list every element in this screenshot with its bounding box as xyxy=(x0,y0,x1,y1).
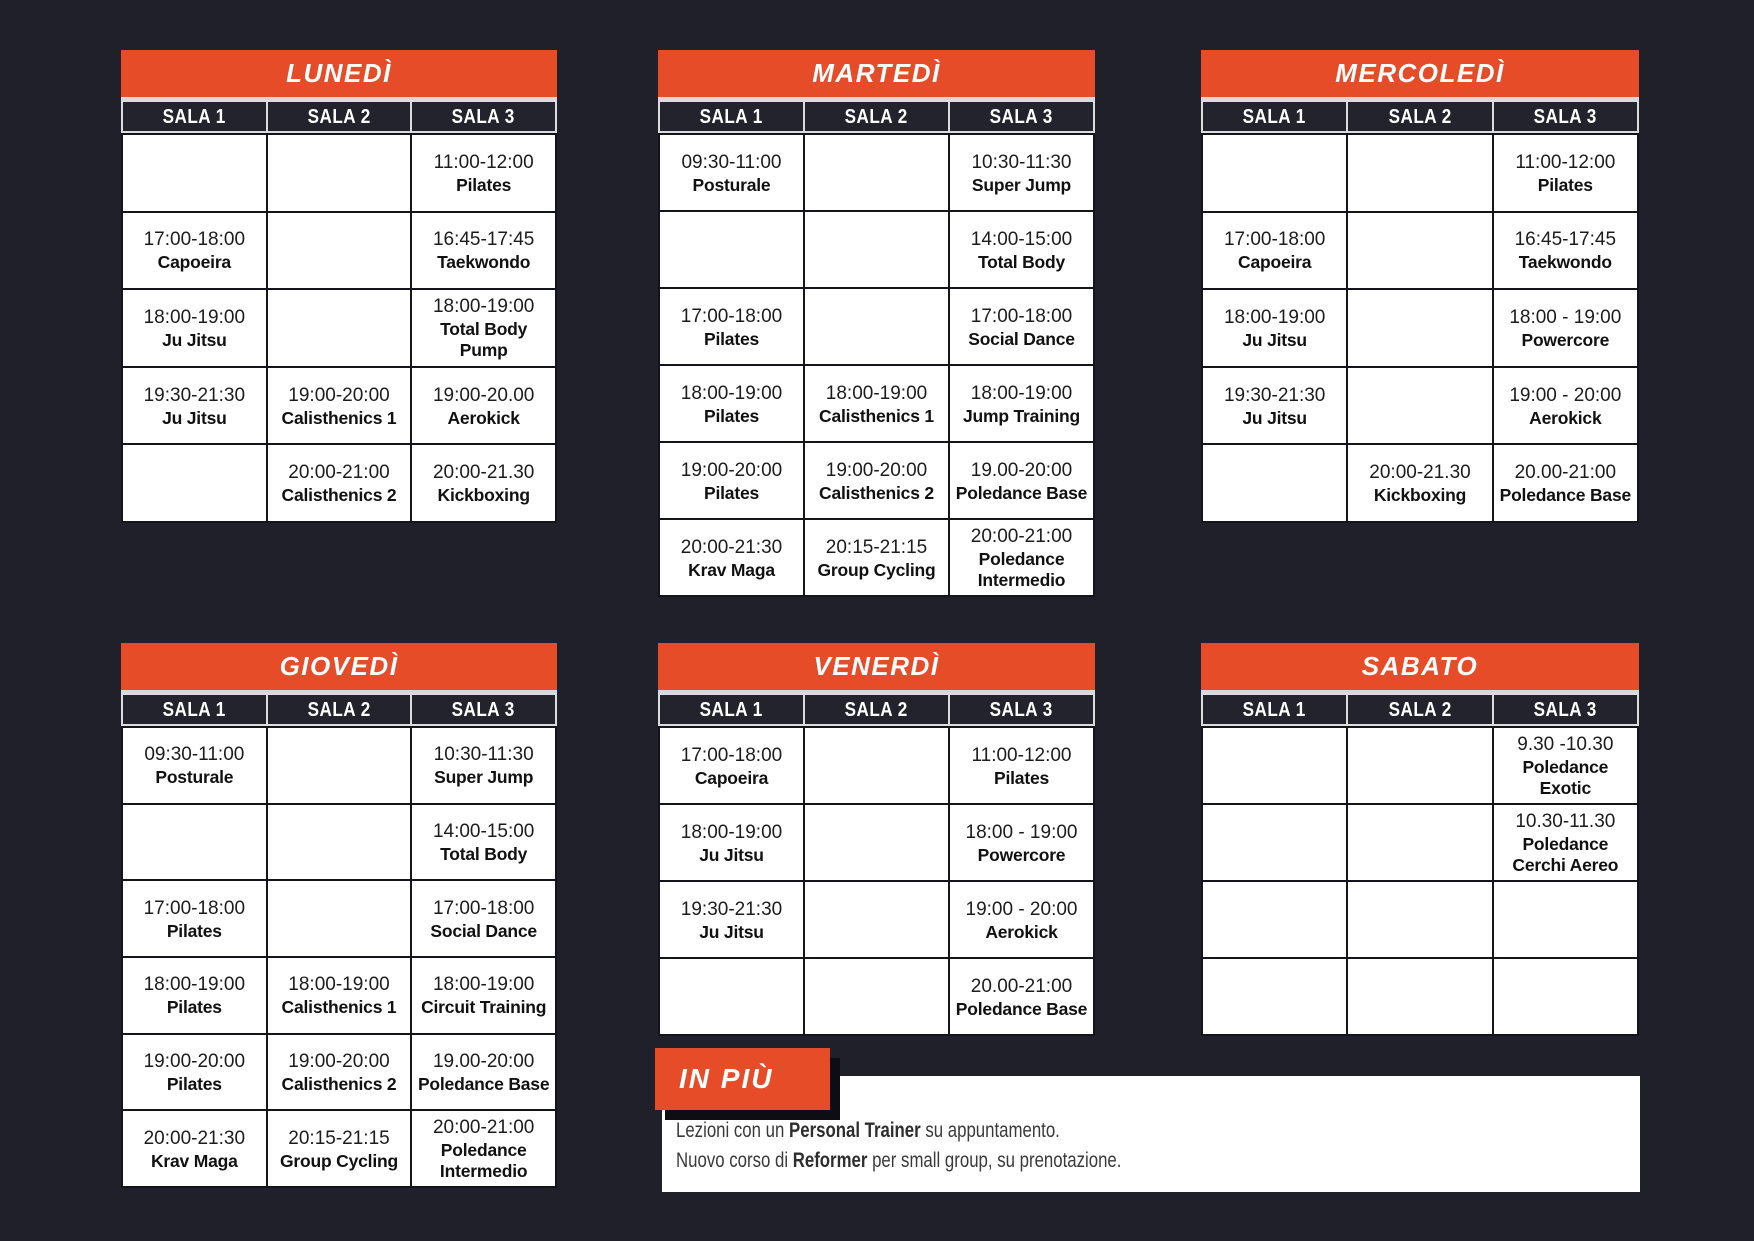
sala-header-row xyxy=(121,693,557,726)
schedule-cell-empty xyxy=(123,135,266,211)
schedule-cell-empty xyxy=(1203,728,1346,803)
class-time: 20.00-21:00 xyxy=(1514,462,1617,484)
schedule-table-martedi xyxy=(658,50,1095,597)
schedule-cell-empty xyxy=(1348,213,1491,289)
sala-header-row xyxy=(658,100,1095,133)
schedule-cell xyxy=(123,290,266,366)
sala-header: SALA 1 xyxy=(660,102,803,131)
class-time: 19:30-21:30 xyxy=(680,898,783,920)
day-title-sabato: SABATO xyxy=(1201,643,1639,693)
schedule-cell xyxy=(950,135,1093,210)
class-name: Poledance Cerchi Aereo xyxy=(1512,834,1619,875)
class-time: 18:00-19:00 xyxy=(432,296,535,318)
class-time: 9.30 -10.30 xyxy=(1517,734,1614,755)
schedule-cell xyxy=(660,443,803,518)
class-time: 17:00-18:00 xyxy=(680,744,783,766)
schedule-cell xyxy=(123,881,266,956)
schedule-cell xyxy=(268,958,411,1033)
class-name: Social Dance xyxy=(968,328,1075,349)
class-name: Ju Jitsu xyxy=(699,921,764,942)
class-name: Ju Jitsu xyxy=(162,329,227,350)
sala-header: SALA 2 xyxy=(805,695,948,724)
schedule-cell xyxy=(660,728,803,803)
schedule-cell xyxy=(660,289,803,364)
schedule-cell xyxy=(268,445,411,521)
schedule-cell xyxy=(412,135,555,211)
class-name: Super Jump xyxy=(434,767,534,788)
class-time: 10:30-11:30 xyxy=(433,744,534,766)
schedule-cell xyxy=(1494,805,1637,880)
class-time: 10:30-11:30 xyxy=(971,151,1072,173)
class-name: Aerokick xyxy=(447,407,520,428)
schedule-cell xyxy=(1203,368,1346,444)
schedule-cell xyxy=(412,881,555,956)
class-time: 19:00-20:00 xyxy=(288,1050,390,1072)
class-time: 18:00 - 19:00 xyxy=(1509,306,1622,328)
class-name: Calisthenics 1 xyxy=(819,405,934,426)
class-time: 17:00-18:00 xyxy=(680,305,783,327)
schedule-cell xyxy=(1494,213,1637,289)
schedule-cell xyxy=(412,1111,555,1186)
class-name: Total Body xyxy=(977,251,1066,272)
schedule-cell-empty xyxy=(268,290,411,366)
day-title-martedi: MARTEDÌ xyxy=(658,50,1095,100)
schedule-cell xyxy=(660,882,803,957)
class-name: Total Body xyxy=(440,843,528,864)
schedule-body xyxy=(658,133,1095,597)
schedule-cell xyxy=(412,290,555,366)
schedule-cell-empty xyxy=(1203,805,1346,880)
schedule-cell-empty xyxy=(1348,368,1491,444)
schedule-cell-empty xyxy=(1494,882,1637,957)
in-piu-banner xyxy=(655,1048,830,1110)
class-time: 09:30-11:00 xyxy=(144,744,245,766)
schedule-cell xyxy=(1494,135,1637,211)
class-name: Ju Jitsu xyxy=(1242,407,1307,428)
class-name: Pilates xyxy=(993,767,1050,788)
class-time: 17:00-18:00 xyxy=(143,897,246,919)
schedule-cell-empty xyxy=(1348,805,1491,880)
schedule-cell xyxy=(950,728,1093,803)
schedule-cell xyxy=(805,520,948,595)
schedule-cell xyxy=(412,445,555,521)
schedule-cell xyxy=(660,520,803,595)
class-name: Capoeira xyxy=(157,252,231,273)
class-time: 19:00 - 20:00 xyxy=(965,898,1078,920)
schedule-body xyxy=(658,726,1095,1036)
schedule-cell xyxy=(412,1035,555,1110)
class-time: 18:00-19:00 xyxy=(288,974,390,996)
schedule-cell-empty xyxy=(1348,959,1491,1034)
class-time: 18:00 - 19:00 xyxy=(965,821,1078,843)
sala-header: SALA 3 xyxy=(412,695,555,724)
schedule-cell xyxy=(123,728,266,803)
class-name: Pilates xyxy=(166,997,222,1018)
class-time: 18:00-19:00 xyxy=(970,382,1073,404)
class-name: Pilates xyxy=(1537,174,1593,195)
class-name: Ju Jitsu xyxy=(162,407,227,428)
schedule-cell-empty xyxy=(805,805,948,880)
class-name: Capoeira xyxy=(694,767,769,788)
class-name: Powercore xyxy=(977,844,1066,865)
schedule-table-venerdi xyxy=(658,643,1095,1036)
schedule-cell-empty xyxy=(268,135,411,211)
class-name: Pilates xyxy=(166,1073,222,1094)
class-name: Social Dance xyxy=(430,920,537,941)
class-time: 19.00-20:00 xyxy=(432,1050,535,1072)
day-title-giovedi: GIOVEDÌ xyxy=(121,643,557,693)
schedule-cell xyxy=(950,366,1093,441)
schedule-cell xyxy=(268,1035,411,1110)
sala-header: SALA 1 xyxy=(123,102,266,131)
sala-header-row xyxy=(121,100,557,133)
schedule-cell-empty xyxy=(1348,882,1491,957)
schedule-cell-empty xyxy=(805,882,948,957)
class-time: 20:00-21:00 xyxy=(432,1117,535,1139)
schedule-cell xyxy=(950,959,1093,1034)
class-time: 18:00-19:00 xyxy=(1223,306,1326,328)
schedule-cell xyxy=(950,212,1093,287)
schedule-cell xyxy=(1494,290,1637,366)
class-time: 18:00-19:00 xyxy=(432,974,535,996)
class-name: Krav Maga xyxy=(150,1150,238,1171)
schedule-cell xyxy=(805,443,948,518)
class-time: 20:00-21:30 xyxy=(143,1127,246,1149)
day-title-venerdi: VENERDÌ xyxy=(658,643,1095,693)
schedule-cell xyxy=(950,289,1093,364)
class-time: 16:45-17:45 xyxy=(1514,229,1617,251)
extra-info-line-1: Lezioni con un Personal Trainer su appuntamento. xyxy=(676,1119,1060,1142)
class-name: Kickboxing xyxy=(437,485,530,506)
class-time: 20:00-21:00 xyxy=(288,462,390,484)
class-name: Jump Training xyxy=(963,405,1080,426)
personal-trainer-highlight: Personal Trainer xyxy=(789,1119,921,1142)
sala-header-row xyxy=(658,693,1095,726)
sala-header: SALA 2 xyxy=(268,102,411,131)
schedule-cell xyxy=(805,366,948,441)
class-name: Capoeira xyxy=(1238,252,1312,273)
class-time: 19:30-21:30 xyxy=(1223,384,1326,406)
schedule-cell xyxy=(1203,213,1346,289)
class-time: 19:00-20.00 xyxy=(432,384,535,406)
class-time: 17:00-18:00 xyxy=(970,305,1073,327)
schedule-cell-empty xyxy=(805,959,948,1034)
schedule-cell xyxy=(1494,368,1637,444)
class-name: Posturale xyxy=(692,174,771,195)
class-time: 19:00-20:00 xyxy=(680,459,783,481)
class-name: Ju Jitsu xyxy=(699,844,764,865)
class-name: Calisthenics 1 xyxy=(281,407,397,428)
sala-header: SALA 2 xyxy=(268,695,411,724)
class-time: 19:00-20:00 xyxy=(825,459,928,481)
schedule-cell-empty xyxy=(1203,445,1346,521)
schedule-cell-empty xyxy=(660,959,803,1034)
class-name: Calisthenics 2 xyxy=(819,482,934,503)
sala-header-row xyxy=(1201,693,1639,726)
sala-header: SALA 2 xyxy=(1348,102,1491,131)
schedule-body xyxy=(1201,133,1639,523)
schedule-cell-empty xyxy=(1348,728,1491,803)
class-name: Poledance Base xyxy=(1499,485,1632,506)
schedule-cell xyxy=(123,958,266,1033)
class-name: Pilates xyxy=(166,920,222,941)
class-name: Group Cycling xyxy=(280,1150,398,1171)
reformer-highlight: Reformer xyxy=(792,1149,868,1172)
class-time: 20:00-21:00 xyxy=(970,526,1073,547)
class-time: 19:30-21:30 xyxy=(143,384,246,406)
schedule-cell-empty xyxy=(805,212,948,287)
schedule-table-lunedi xyxy=(121,50,557,523)
class-time: 09:30-11:00 xyxy=(681,151,782,173)
schedule-cell-empty xyxy=(1494,959,1637,1034)
class-name: Pilates xyxy=(703,482,760,503)
class-name: Total Body Pump xyxy=(440,319,528,361)
class-name: Taekwondo xyxy=(437,252,531,273)
class-time: 19.00-20:00 xyxy=(970,459,1073,481)
schedule-cell xyxy=(123,213,266,289)
class-name: Calisthenics 2 xyxy=(281,1073,397,1094)
schedule-cell-empty xyxy=(1203,135,1346,211)
class-time: 14:00-15:00 xyxy=(432,820,535,842)
schedule-cell-empty xyxy=(123,445,266,521)
class-time: 17:00-18:00 xyxy=(143,229,246,251)
class-time: 20:15-21:15 xyxy=(288,1127,390,1149)
schedule-cell xyxy=(268,1111,411,1186)
class-name: Calisthenics 2 xyxy=(281,485,397,506)
class-name: Group Cycling xyxy=(817,559,936,580)
class-time: 11:00-12:00 xyxy=(971,744,1072,766)
class-time: 20:00-21.30 xyxy=(432,462,535,484)
schedule-cell xyxy=(412,728,555,803)
schedule-cell-empty xyxy=(1203,882,1346,957)
schedule-cell-empty xyxy=(268,728,411,803)
schedule-cell-empty xyxy=(1348,290,1491,366)
class-time: 18:00-19:00 xyxy=(680,821,783,843)
sala-header-row xyxy=(1201,100,1639,133)
schedule-cell xyxy=(660,805,803,880)
class-name: Poledance Intermedio xyxy=(439,1140,528,1182)
class-name: Circuit Training xyxy=(421,997,547,1018)
schedule-cell-empty xyxy=(805,728,948,803)
schedule-cell xyxy=(123,368,266,444)
schedule-table-mercoledi xyxy=(1201,50,1639,523)
schedule-cell xyxy=(660,366,803,441)
class-name: Aerokick xyxy=(985,921,1058,942)
class-time: 17:00-18:00 xyxy=(432,897,535,919)
schedule-cell-empty xyxy=(805,135,948,210)
sala-header: SALA 3 xyxy=(950,102,1093,131)
schedule-body xyxy=(1201,726,1639,1036)
class-time: 19:00-20:00 xyxy=(143,1050,246,1072)
class-time: 18:00-19:00 xyxy=(825,382,928,404)
class-name: Pilates xyxy=(703,405,760,426)
class-time: 18:00-19:00 xyxy=(680,382,783,404)
schedule-cell xyxy=(660,135,803,210)
in-piu-title: IN PIÙ xyxy=(679,1063,774,1094)
sala-header: SALA 1 xyxy=(660,695,803,724)
class-name: Taekwondo xyxy=(1518,252,1612,273)
schedule-cell xyxy=(950,443,1093,518)
sala-header: SALA 3 xyxy=(950,695,1093,724)
schedule-cell-empty xyxy=(268,881,411,956)
schedule-cell-empty xyxy=(660,212,803,287)
sala-header: SALA 1 xyxy=(1203,695,1346,724)
schedule-cell xyxy=(1494,728,1637,803)
schedule-cell xyxy=(1348,445,1491,521)
schedule-cell xyxy=(412,805,555,880)
class-time: 10.30-11.30 xyxy=(1515,811,1616,832)
schedule-cell-empty xyxy=(805,289,948,364)
class-name: Pilates xyxy=(703,328,760,349)
class-name: Super Jump xyxy=(971,174,1072,195)
class-name: Aerokick xyxy=(1529,407,1602,428)
schedule-table-sabato xyxy=(1201,643,1639,1036)
day-title-lunedi: LUNEDÌ xyxy=(121,50,557,100)
class-name: Pilates xyxy=(456,174,512,195)
sala-header: SALA 1 xyxy=(123,695,266,724)
schedule-body xyxy=(121,133,557,523)
sala-header: SALA 1 xyxy=(1203,102,1346,131)
class-time: 11:00-12:00 xyxy=(433,151,534,173)
schedule-table-giovedi xyxy=(121,643,557,1188)
class-time: 20:00-21:30 xyxy=(680,536,783,558)
class-name: Calisthenics 1 xyxy=(281,997,397,1018)
class-name: Poledance Base xyxy=(955,482,1088,503)
sala-header: SALA 3 xyxy=(412,102,555,131)
schedule-cell-empty xyxy=(268,805,411,880)
schedule-cell-empty xyxy=(268,213,411,289)
schedule-cell-empty xyxy=(1348,135,1491,211)
sala-header: SALA 3 xyxy=(1494,695,1637,724)
schedule-cell xyxy=(412,368,555,444)
schedule-cell xyxy=(412,958,555,1033)
class-time: 19:00 - 20:00 xyxy=(1509,384,1622,406)
class-time: 19:00-20:00 xyxy=(288,384,390,406)
class-name: Powercore xyxy=(1521,329,1610,350)
extra-info-line-2: Nuovo corso di Reformer per small group, su prenotazione. xyxy=(676,1149,1122,1172)
sala-header: SALA 3 xyxy=(1494,102,1637,131)
class-time: 17:00-18:00 xyxy=(1223,229,1326,251)
class-name: Kickboxing xyxy=(1373,485,1467,506)
class-name: Poledance Base xyxy=(955,998,1088,1019)
class-time: 16:45-17:45 xyxy=(432,229,535,251)
schedule-cell xyxy=(950,882,1093,957)
schedule-cell xyxy=(1203,290,1346,366)
class-name: Ju Jitsu xyxy=(1242,329,1307,350)
class-name: Poledance Intermedio xyxy=(977,549,1066,590)
class-time: 20:15-21:15 xyxy=(825,536,928,558)
class-name: Poledance Base xyxy=(417,1073,550,1094)
class-time: 18:00-19:00 xyxy=(143,974,246,996)
schedule-cell xyxy=(412,213,555,289)
class-name: Poledance Exotic xyxy=(1522,757,1609,798)
class-time: 18:00-19:00 xyxy=(143,306,246,328)
schedule-cell xyxy=(950,805,1093,880)
schedule-cell xyxy=(1494,445,1637,521)
schedule-cell xyxy=(268,368,411,444)
class-time: 20:00-21.30 xyxy=(1369,462,1471,484)
schedule-cell xyxy=(123,1035,266,1110)
schedule-body xyxy=(121,726,557,1188)
class-time: 14:00-15:00 xyxy=(970,228,1073,250)
schedule-cell-empty xyxy=(1203,959,1346,1034)
schedule-cell xyxy=(950,520,1093,595)
class-name: Krav Maga xyxy=(688,559,775,580)
class-time: 11:00-12:00 xyxy=(1515,151,1616,173)
class-name: Posturale xyxy=(155,767,234,788)
class-time: 20.00-21:00 xyxy=(970,975,1073,997)
day-title-mercoledi: MERCOLEDÌ xyxy=(1201,50,1639,100)
schedule-cell-empty xyxy=(123,805,266,880)
sala-header: SALA 2 xyxy=(805,102,948,131)
schedule-cell xyxy=(123,1111,266,1186)
sala-header: SALA 2 xyxy=(1348,695,1491,724)
